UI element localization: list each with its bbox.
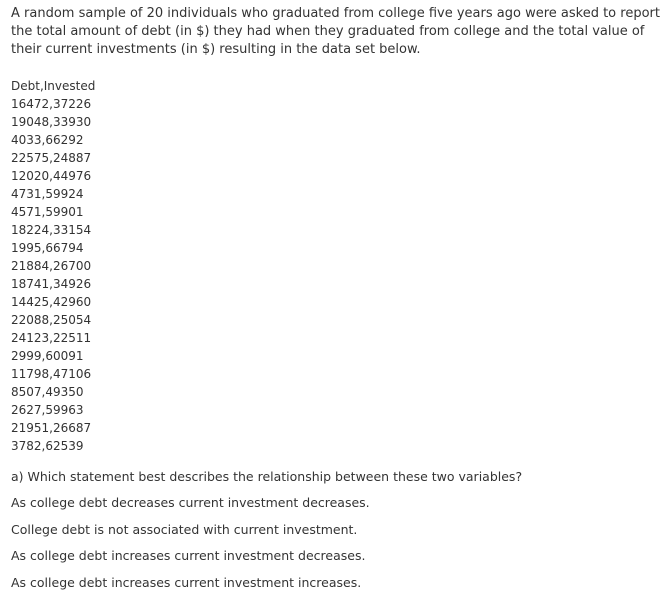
data-row: 4571,59901 <box>11 203 95 221</box>
data-row: 1995,66794 <box>11 239 95 257</box>
data-row: 22575,24887 <box>11 149 95 167</box>
data-row: 14425,42960 <box>11 293 95 311</box>
data-row: 21951,26687 <box>11 419 95 437</box>
data-row: 24123,22511 <box>11 329 95 347</box>
data-row: 22088,25054 <box>11 311 95 329</box>
data-row: 4033,66292 <box>11 131 95 149</box>
data-row: 21884,26700 <box>11 257 95 275</box>
data-header: Debt,Invested <box>11 77 95 95</box>
data-row: 11798,47106 <box>11 365 95 383</box>
answer-option-3[interactable]: As college debt increases current investment decreases. <box>11 547 370 574</box>
data-row: 8507,49350 <box>11 383 95 401</box>
data-row: 18741,34926 <box>11 275 95 293</box>
answer-option-4[interactable]: As college debt increases current investment increases. <box>11 574 370 600</box>
data-row: 3782,62539 <box>11 437 95 455</box>
data-row: 2999,60091 <box>11 347 95 365</box>
answer-options <box>11 494 370 600</box>
data-row: 19048,33930 <box>11 113 95 131</box>
data-row: 12020,44976 <box>11 167 95 185</box>
data-set <box>11 77 95 455</box>
problem-intro: A random sample of 20 individuals who graduated from college five years ago were asked to report the total amount of debt (in $) they had when they graduated from college and the total value of their current investments (in $) resulting in the data set below. <box>11 5 667 59</box>
data-row: 18224,33154 <box>11 221 95 239</box>
answer-option-1[interactable]: As college debt decreases current investment decreases. <box>11 494 370 521</box>
data-row: 16472,37226 <box>11 95 95 113</box>
answer-option-2[interactable]: College debt is not associated with current investment. <box>11 521 370 548</box>
question-prompt: a) Which statement best describes the relationship between these two variables? <box>11 468 522 486</box>
data-row: 4731,59924 <box>11 185 95 203</box>
data-row: 2627,59963 <box>11 401 95 419</box>
